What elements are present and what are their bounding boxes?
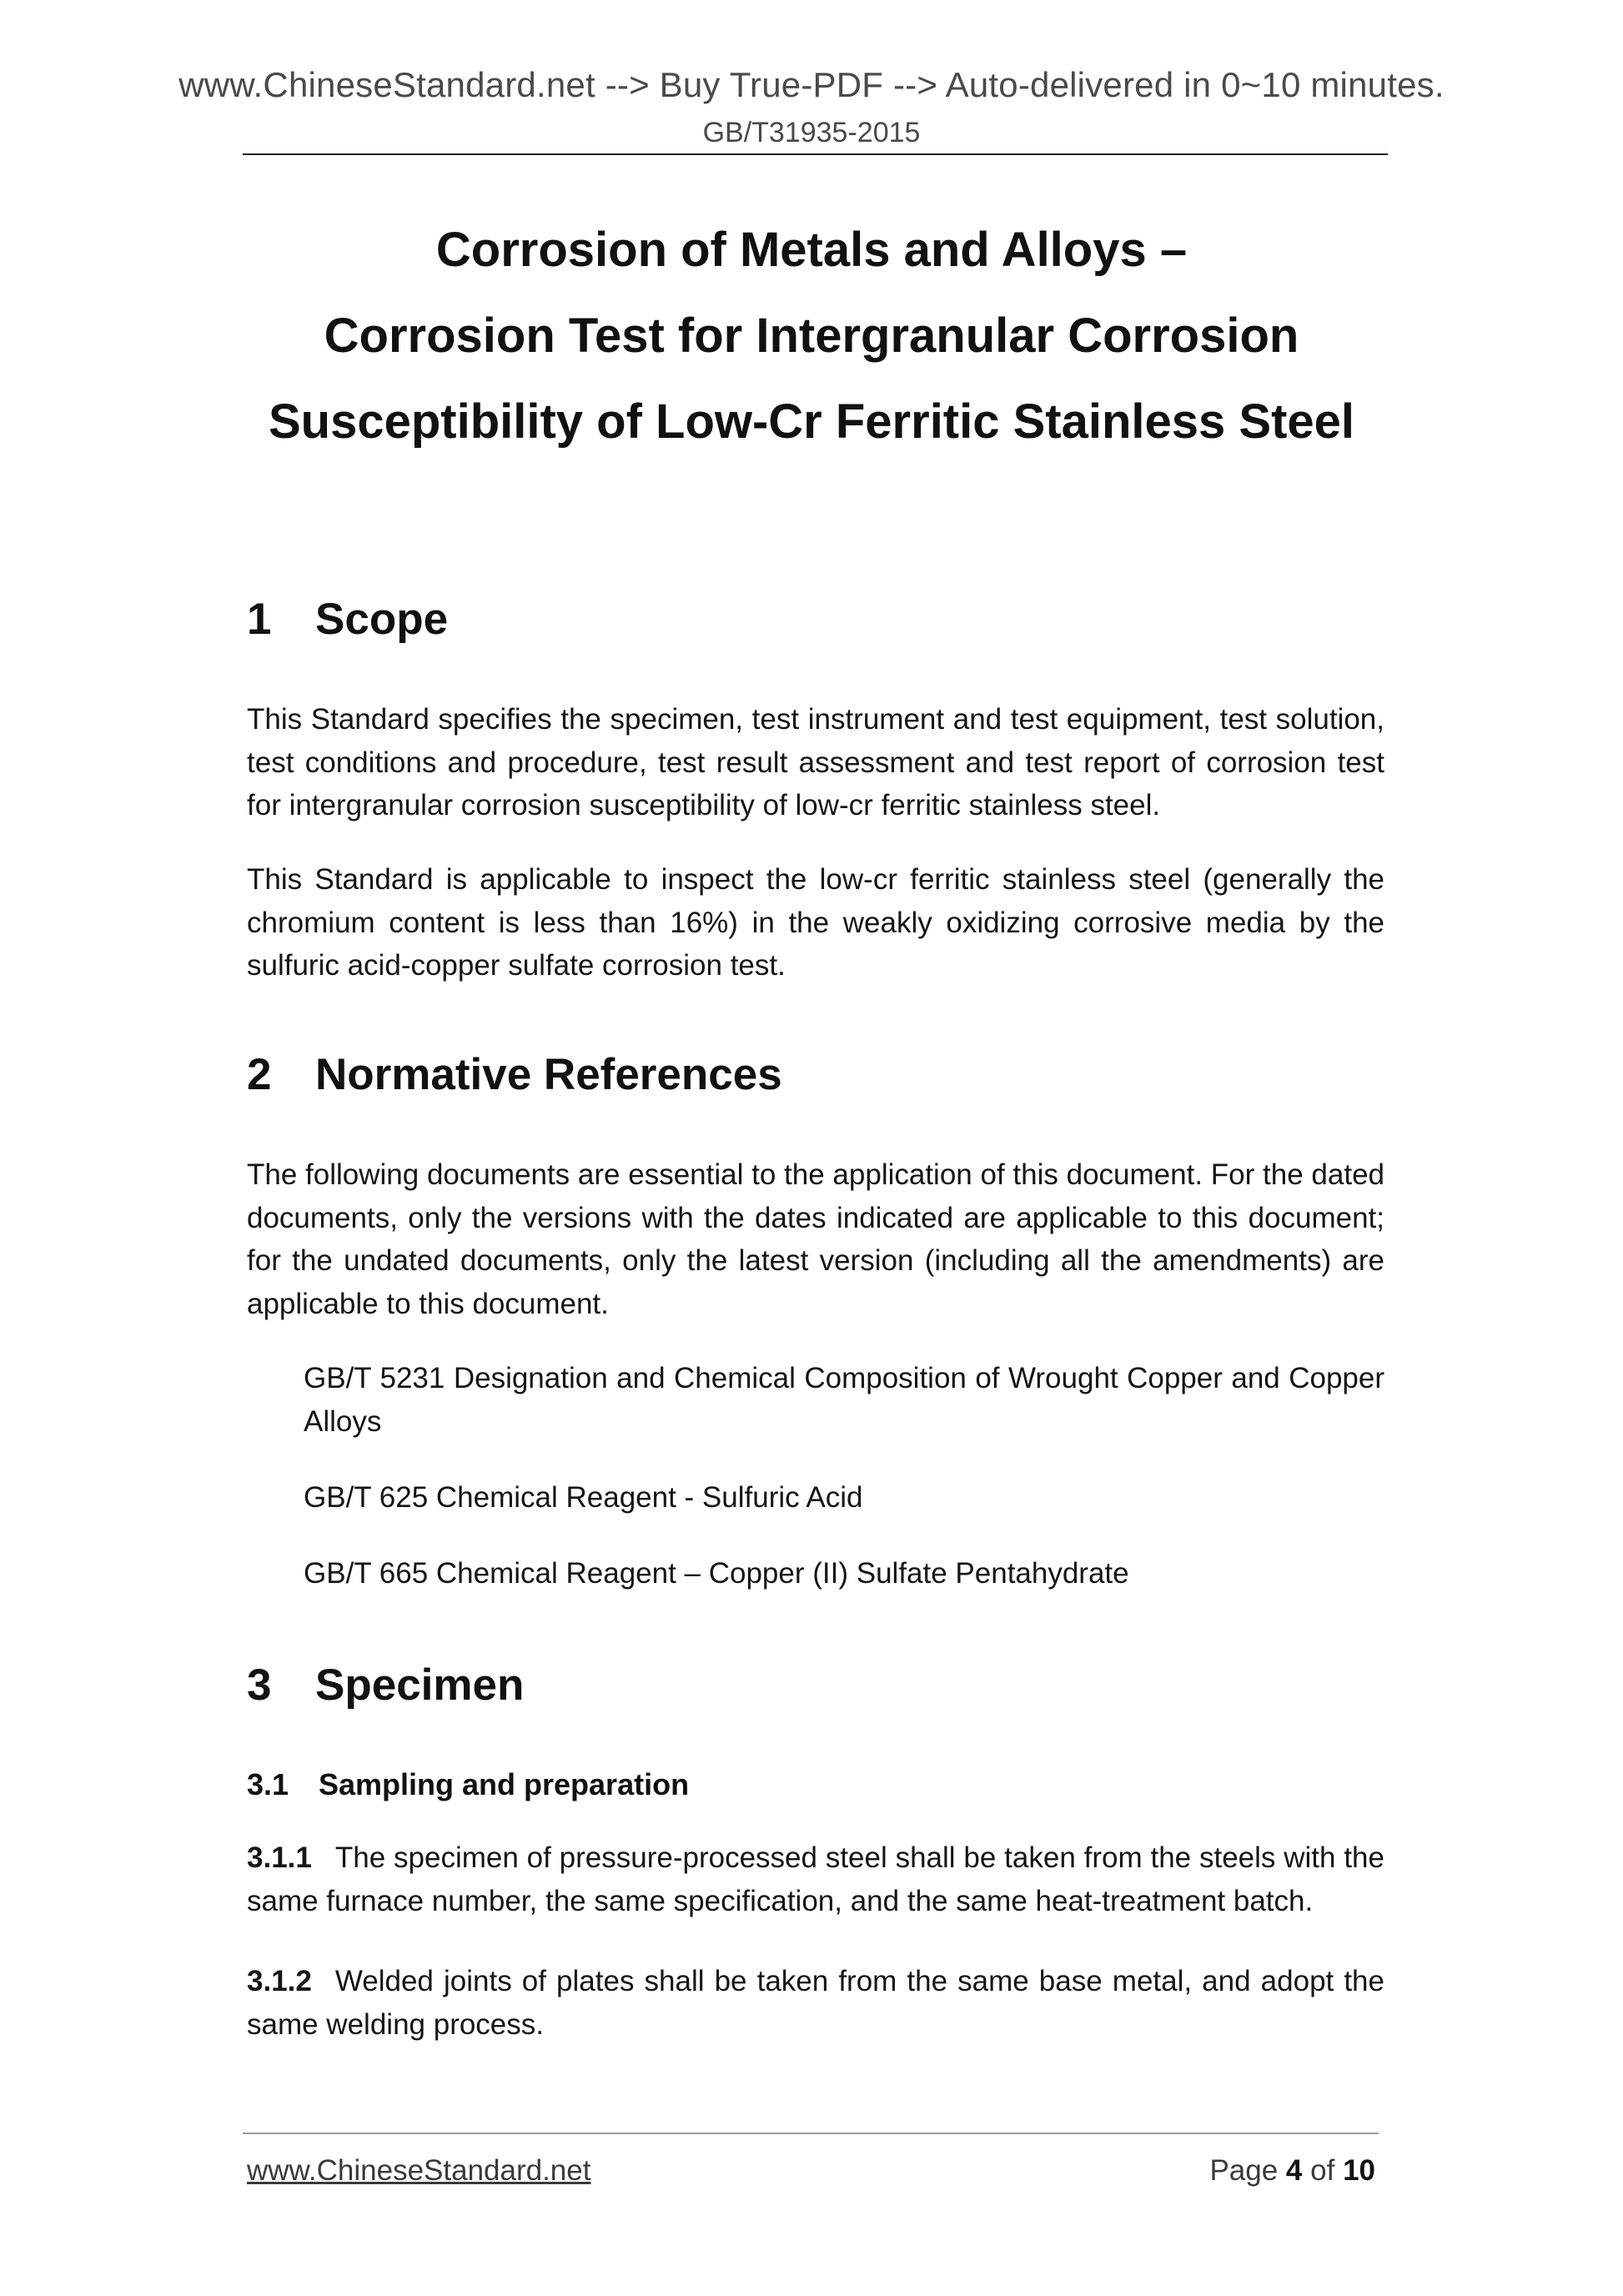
scope-paragraph-1: This Standard specifies the specimen, test instrument and test equipment, test solution, test conditions and procedure, test result assessment and test report of corrosion test for intergranular corrosion susceptibility of low-cr ferritic stainless steel. — [247, 703, 1384, 821]
section-heading-scope — [247, 594, 448, 645]
standard-code: GB/T31935-2015 — [702, 117, 921, 148]
title-line-1: Corrosion of Metals and Alloys – — [435, 223, 1188, 277]
section-number: 3 — [247, 1660, 272, 1710]
subsection-heading-sampling — [247, 1767, 689, 1802]
clause-text: Welded joints of plates shall be taken from the same base metal, and adopt the same welding process. — [247, 1965, 1384, 2041]
page-label: Page — [1209, 2154, 1279, 2187]
section-heading-specimen — [247, 1660, 524, 1711]
reference-item-gbt-665: GB/T 665 Chemical Reagent – Copper (II) Sulfate Pentahydrate — [304, 1557, 1129, 1590]
section-number: 1 — [247, 595, 272, 644]
title-line-2: Corrosion Test for Intergranular Corrosion — [324, 309, 1299, 363]
document-title — [0, 207, 1623, 465]
footer-site-link[interactable]: www.ChineseStandard.net — [247, 2154, 591, 2187]
title-line-3: Susceptibility of Low-Cr Ferritic Stainless Steel — [268, 394, 1355, 449]
clause-text: The specimen of pressure-processed steel shall be taken from the steels with the same furnace number, the same specification, and the same heat-treatment batch. — [247, 1841, 1384, 1917]
clause-number: 3.1.2 — [247, 1965, 312, 1997]
footer-divider — [243, 2133, 1379, 2134]
header-divider — [243, 153, 1388, 155]
header-promo-text: www.ChineseStandard.net --> Buy True-PDF --> Auto-delivered in 0~10 minutes. — [178, 65, 1445, 104]
section-title: Specimen — [315, 1660, 525, 1710]
section-title: Normative References — [315, 1050, 782, 1099]
scope-paragraph-2: This Standard is applicable to inspect the low-cr ferritic stainless steel (generally the chromium content is less than 16%) in the weakly oxidizing corrosive media by the sulfuric acid-copper sulfate corrosion test. — [247, 863, 1384, 982]
reference-item-gbt-5231: GB/T 5231 Designation and Chemical Composition of Wrought Copper and Copper Alloys — [304, 1362, 1384, 1438]
section-title: Scope — [315, 595, 449, 644]
section-number: 2 — [247, 1050, 272, 1099]
page-total: 10 — [1343, 2154, 1375, 2187]
clause-number: 3.1.1 — [247, 1841, 312, 1874]
reference-item-gbt-625: GB/T 625 Chemical Reagent - Sulfuric Acid — [304, 1481, 863, 1514]
clause-3-1-1 — [247, 1836, 1384, 1922]
subsection-title: Sampling and preparation — [319, 1767, 690, 1801]
normative-paragraph: The following documents are essential to the application of this document. For the dated documents, only the versions with the dates indicated are applicable to this document; for the undated documents, only the latest version (including all the amendments) are applicable to this document. — [247, 1158, 1384, 1320]
section-heading-normative-references — [247, 1049, 782, 1100]
subsection-number: 3.1 — [247, 1767, 289, 1801]
page-current: 4 — [1285, 2154, 1303, 2187]
clause-3-1-2 — [247, 1960, 1384, 2046]
page-indicator — [1209, 2154, 1375, 2188]
page-of-label: of — [1310, 2154, 1335, 2187]
